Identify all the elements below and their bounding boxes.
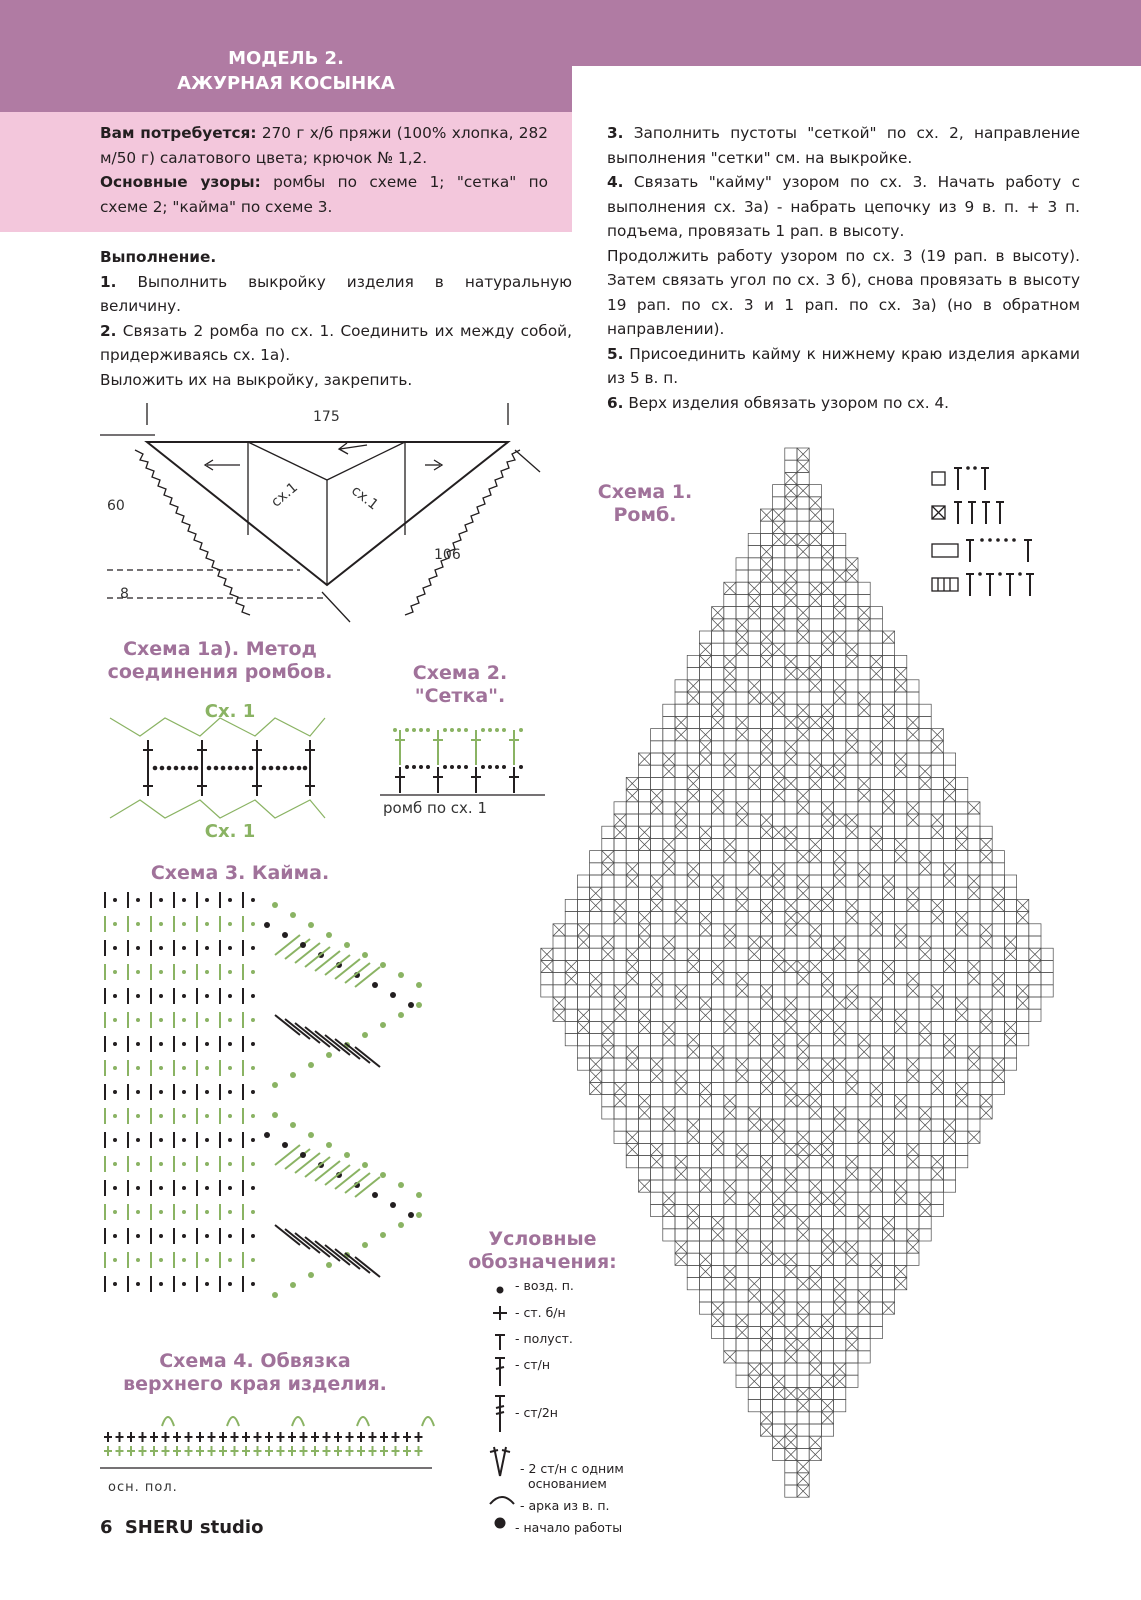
step-3-text: Заполнить пустоты "сеткой" по сх. 2, направление выполнения "сетки" см. на выкройке. xyxy=(607,124,1080,167)
page-number: 6 xyxy=(100,1517,113,1538)
dim-side: 106 xyxy=(434,547,461,563)
instructions-heading: Выполнение. xyxy=(100,248,217,266)
step-1-number: 1. xyxy=(100,272,117,291)
scheme-1a-title-line2: соединения ромбов. xyxy=(107,661,333,683)
patterns-label: Основные узоры: xyxy=(100,173,261,191)
scheme-4-title xyxy=(110,1350,400,1396)
dim-bottom: 8 xyxy=(120,586,129,602)
materials-text xyxy=(100,121,548,219)
scheme-1a-title-line1: Схема 1а). Метод xyxy=(123,638,317,660)
scheme-4-label: осн. пол. xyxy=(108,1480,178,1495)
shawl-pattern-diagram xyxy=(95,400,565,625)
step-2-continued: Выложить их на выкройку, закрепить. xyxy=(100,370,413,389)
legend-start: - начало работы xyxy=(515,1520,623,1535)
legend-dc: - ст/н xyxy=(515,1357,551,1372)
materials-value: 270 г х/б пряжи (100% хлопка, 282 м/50 г) салатового цвета; крючок № 1,2. xyxy=(100,124,548,167)
dim-left: 60 xyxy=(107,498,125,514)
step-6-number: 6. xyxy=(607,393,624,412)
scheme-2-label: ромб по сх. 1 xyxy=(383,799,487,817)
legend-slip: - полуст. xyxy=(515,1331,573,1346)
instructions-left xyxy=(100,245,572,392)
scheme-4-diagram xyxy=(100,1410,440,1475)
title-line2: АЖУРНАЯ КОСЫНКА xyxy=(177,73,395,94)
step-2-number: 2. xyxy=(100,321,117,340)
scheme-1a-bottom-label: Сх. 1 xyxy=(204,821,256,842)
scheme-1-title-line2: Ромб. xyxy=(613,504,677,526)
scheme-1a-title xyxy=(95,638,345,684)
step-4-continued: Продолжить работу узором по сх. 3 (19 рап. в высоту). Затем связать угол по сх. 3 б), снова провязать в высоту 19 рап. по сх. 3 и 1 рап. по сх. 3а) (но в обратном направлении). xyxy=(607,246,1080,338)
step-6-text: Верх изделия обвязать узором по сх. 4. xyxy=(623,393,950,412)
scheme-2-title-line2: "Сетка". xyxy=(414,685,506,707)
legend-2dc: - 2 ст/н с одним xyxy=(520,1461,624,1476)
step-3-number: 3. xyxy=(607,124,624,142)
dim-top: 175 xyxy=(313,409,340,425)
instructions-right xyxy=(607,121,1080,415)
scheme-1a-diagram xyxy=(110,718,330,818)
step-5-number: 5. xyxy=(607,344,624,363)
step-4-number: 4. xyxy=(607,173,624,191)
title-line1: МОДЕЛЬ 2. xyxy=(228,48,344,69)
scheme-3-title: Схема 3. Кайма. xyxy=(150,862,330,884)
step-5-text: Присоединить кайму к нижнему краю изделия арками из 5 в. п. xyxy=(607,344,1080,387)
step-2-text: Связать 2 ромба по сх. 1. Соединить их между собой, придерживаясь сх. 1а). xyxy=(100,321,572,364)
diamond-key xyxy=(930,462,1060,612)
brand-name: SHERU studio xyxy=(124,1517,264,1538)
page-footer xyxy=(100,1517,263,1538)
legend-tr: - ст/2н xyxy=(515,1405,558,1420)
legend-sc: - ст. б/н xyxy=(515,1305,566,1320)
legend-chain: - возд. п. xyxy=(515,1278,574,1293)
scheme-2-title-line1: Схема 2. xyxy=(412,662,508,684)
legend-title-line1: Условные xyxy=(488,1228,597,1250)
pattern-label-a: сх.1 xyxy=(268,479,302,511)
materials-label: Вам потребуется: xyxy=(100,124,257,142)
pattern-label-b: сх.1 xyxy=(348,482,382,514)
legend-title-line2: обозначения: xyxy=(468,1251,617,1273)
legend-arch: - арка из в. п. xyxy=(520,1498,610,1513)
scheme-1a-top-label: Сх. 1 xyxy=(204,701,256,722)
scheme-4-title-line1: Схема 4. Обвязка xyxy=(159,1350,351,1372)
step-4-text: Связать "кайму" узором по сх. 3. Начать работу с выполнения сх. 3а) - набрать цепочку из 9 в. п. + 3 п. подъема, провязать 1 рап. в высоту. xyxy=(607,173,1080,240)
page-title xyxy=(0,46,572,96)
scheme-4-title-line2: верхнего края изделия. xyxy=(123,1373,387,1395)
scheme-1-title-line1: Схема 1. xyxy=(597,481,693,503)
patterns-value: ромбы по схеме 1; "сетка" по схеме 2; "кайма" по схеме 3. xyxy=(100,173,548,216)
legend-2dc-cont: основанием xyxy=(528,1476,607,1491)
step-1-text: Выполнить выкройку изделия в натуральную величину. xyxy=(100,272,572,315)
scheme-3-diagram xyxy=(100,895,460,1325)
scheme-2-title xyxy=(395,662,525,708)
